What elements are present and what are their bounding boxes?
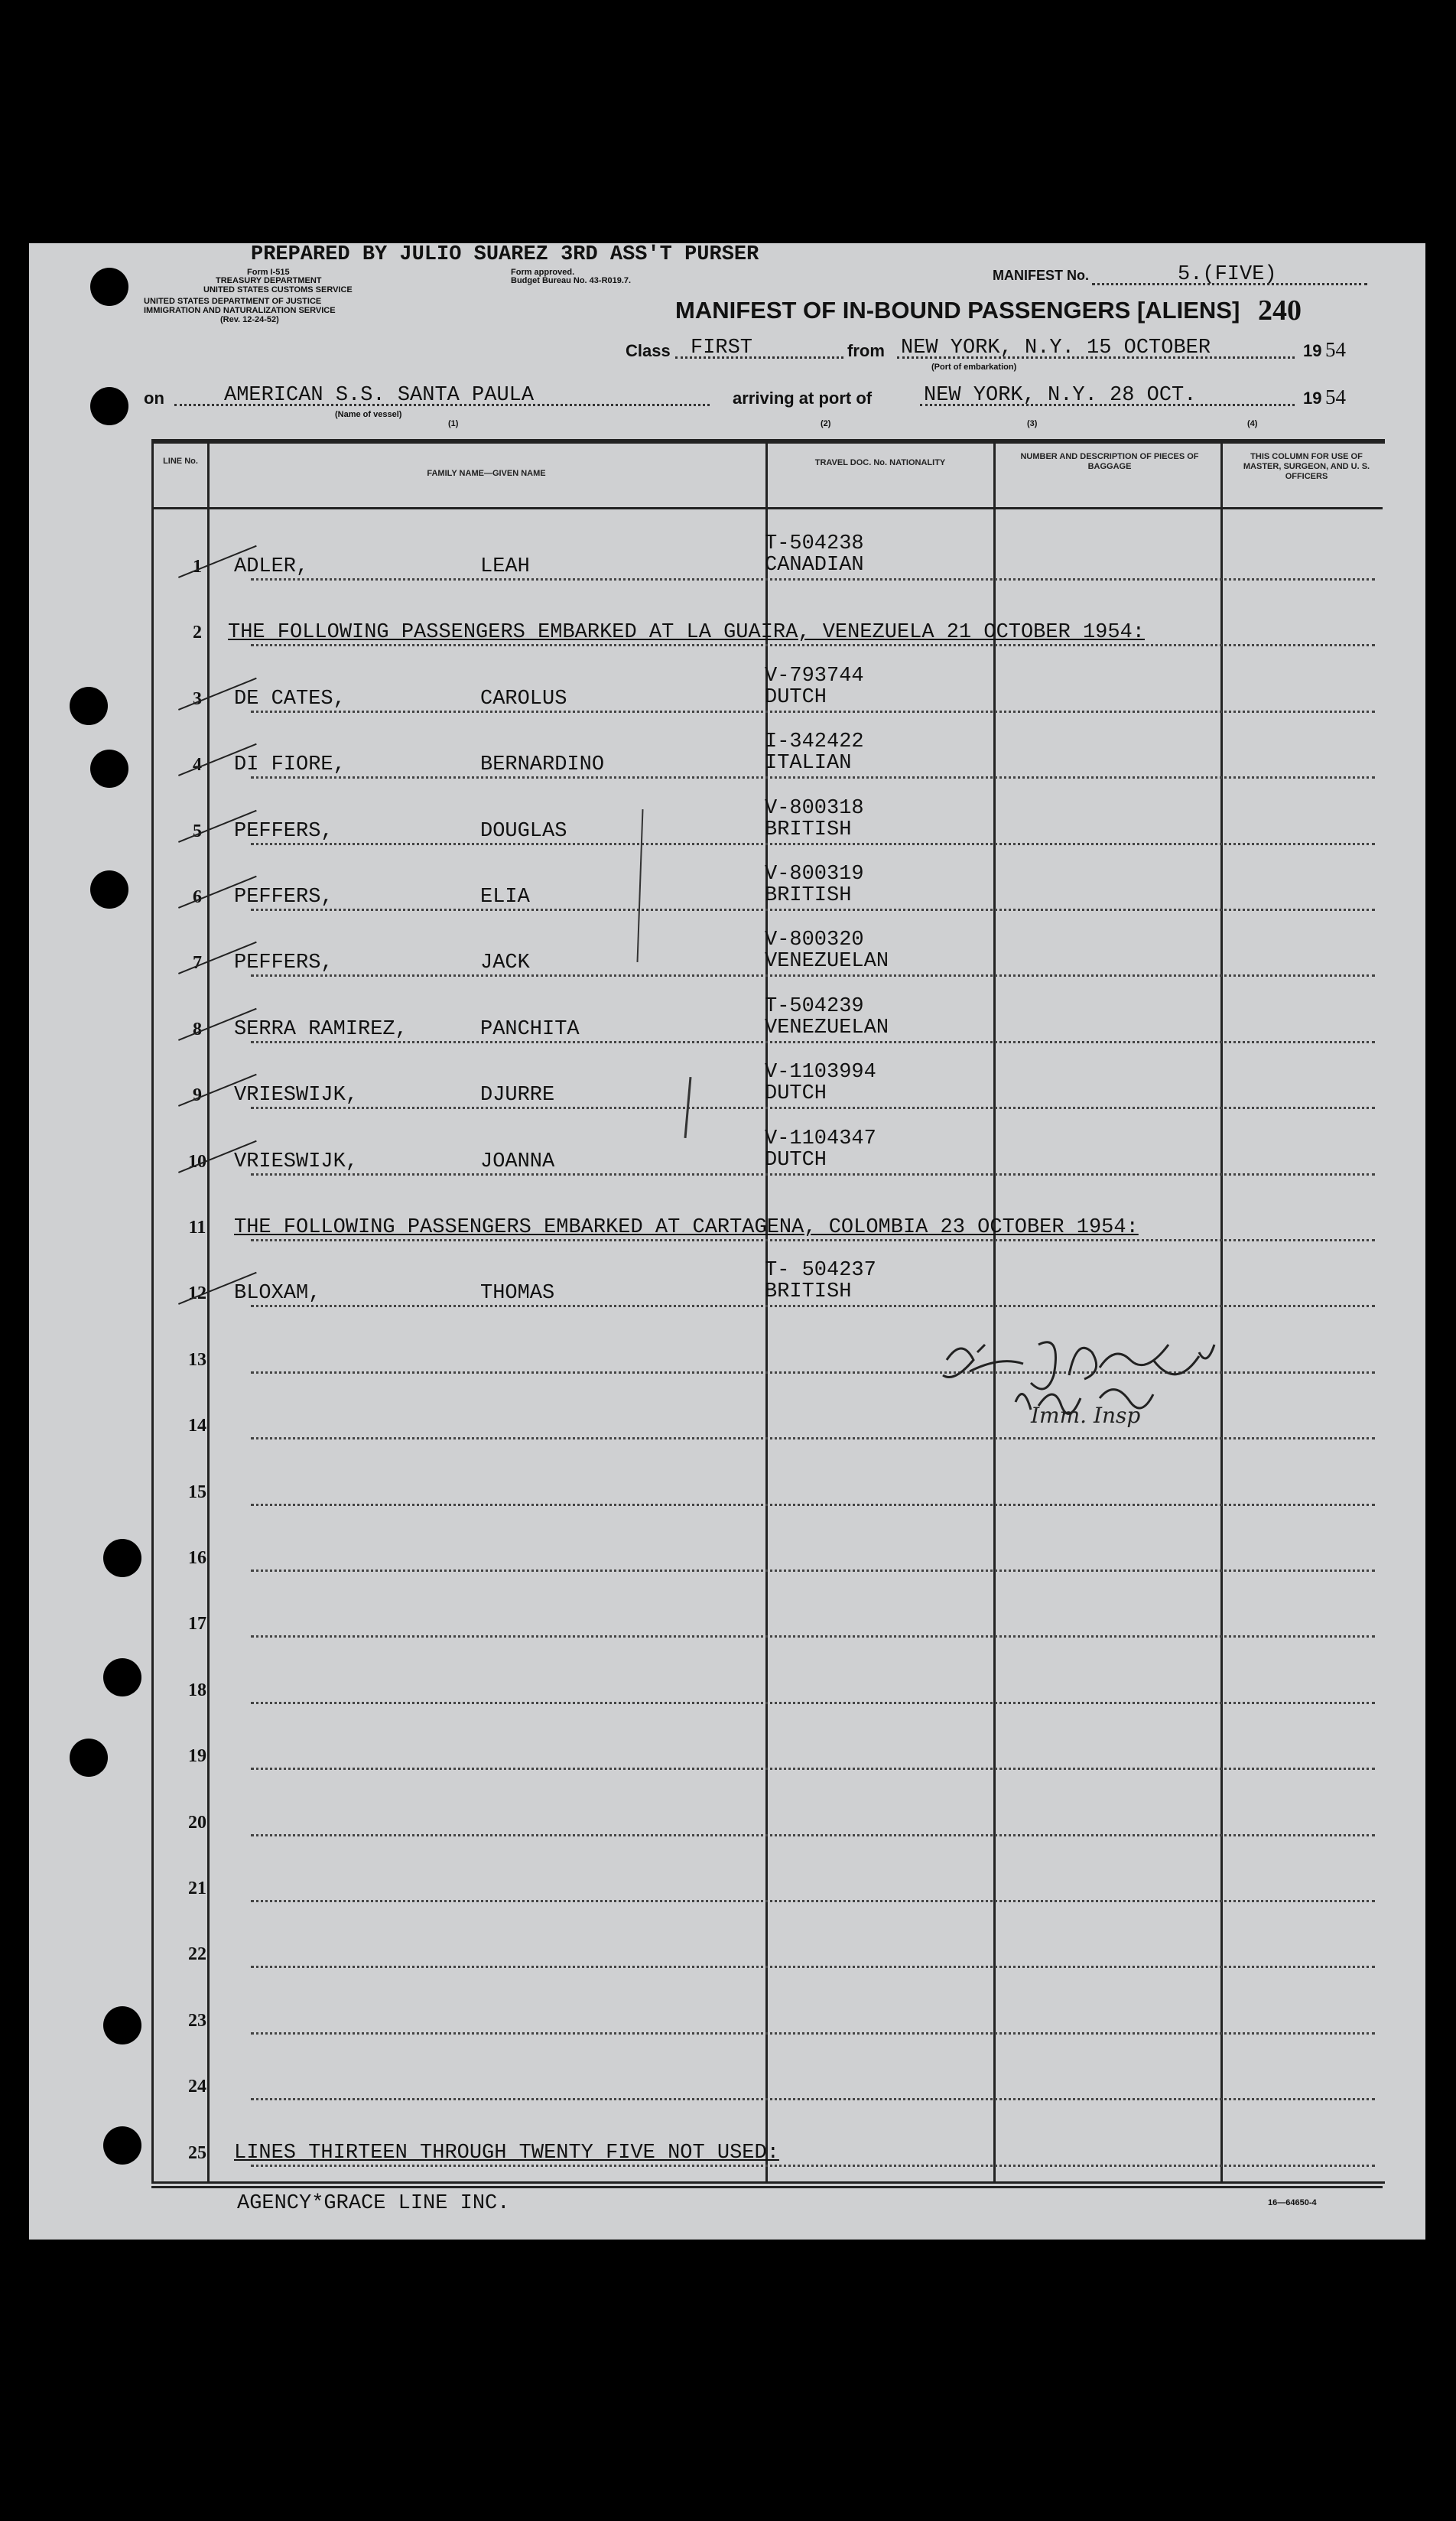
table-row (29, 989, 1425, 1055)
col-header-travel-doc: TRAVEL DOC. No. NATIONALITY (814, 458, 946, 467)
travel-doc-number: T-504238 (765, 532, 864, 555)
family-name: VRIESWIJK, (234, 1150, 359, 1173)
line-number: 7 (193, 953, 202, 973)
col-header-baggage: NUMBER AND DESCRIPTION OF PIECES OF BAGGAGE (1020, 452, 1199, 471)
col-num-4: (4) (1247, 419, 1258, 428)
justice-label: UNITED STATES DEPARTMENT OF JUSTICE (144, 297, 322, 306)
nationality: BRITISH (765, 884, 852, 907)
row-dotted-rule (251, 1305, 1375, 1307)
manifest-number: 5.(FIVE) (1178, 263, 1277, 286)
from-value: NEW YORK, N.Y. 15 OCTOBER (901, 337, 1211, 359)
from-label: from (847, 341, 885, 360)
row-dotted-rule (251, 1041, 1375, 1043)
line-number: 1 (193, 557, 202, 577)
line-number: 12 (188, 1283, 206, 1303)
row-dotted-rule (251, 1834, 1375, 1836)
row-dotted-rule (251, 1768, 1375, 1770)
col-num-3: (3) (1027, 419, 1038, 428)
table-row (29, 2113, 1425, 2178)
line-number: 21 (188, 1879, 206, 1898)
row-dotted-rule (251, 1504, 1375, 1506)
embarkation-notice: THE FOLLOWING PASSENGERS EMBARKED AT LA GUAIRA, VENEZUELA 21 OCTOBER 1954: (228, 621, 1145, 644)
line-number: 18 (188, 1680, 206, 1700)
line-number: 17 (188, 1614, 206, 1634)
table-row (29, 592, 1425, 658)
from-year-prefix: 19 (1303, 341, 1322, 360)
line-number: 13 (188, 1350, 206, 1370)
arriving-label: arriving at port of (733, 389, 873, 408)
class-value: FIRST (691, 337, 753, 359)
line-number: 25 (188, 2143, 206, 2163)
table-row (29, 1583, 1425, 1649)
row-dotted-rule (251, 974, 1375, 977)
row-dotted-rule (251, 711, 1375, 713)
nationality: BRITISH (765, 818, 852, 841)
signature-text: Imm. Insp (1031, 1403, 1141, 1428)
row-dotted-rule (251, 1966, 1375, 1968)
table-row (29, 857, 1425, 922)
line-number: 14 (188, 1416, 206, 1436)
family-name: PEFFERS, (234, 886, 333, 909)
col-num-1: (1) (448, 419, 459, 428)
line-number: 5 (193, 821, 202, 841)
line-number: 24 (188, 2077, 206, 2096)
customs-label: UNITED STATES CUSTOMS SERVICE (203, 285, 353, 294)
manifest-no-label: MANIFEST No. (993, 268, 1089, 283)
treasury-label: TREASURY DEPARTMENT (216, 276, 322, 285)
table-row (29, 1055, 1425, 1121)
manifest-page (29, 243, 1425, 2240)
on-label: on (144, 389, 164, 408)
row-dotted-rule (251, 578, 1375, 581)
line-number: 2 (193, 623, 202, 642)
line-number: 10 (188, 1152, 206, 1172)
row-dotted-rule (251, 1239, 1375, 1241)
table-row (29, 1782, 1425, 1848)
row-dotted-rule (251, 1635, 1375, 1638)
family-name: DE CATES, (234, 688, 346, 711)
table-row (29, 1253, 1425, 1319)
nationality: VENEZUELAN (765, 1017, 889, 1039)
row-dotted-rule (251, 909, 1375, 911)
inspector-signature (924, 1329, 1291, 1436)
travel-doc-number: I-342422 (765, 730, 864, 753)
row-dotted-rule (251, 1900, 1375, 1902)
travel-doc-number: V-793744 (765, 665, 864, 688)
arriving-year: 54 (1325, 385, 1346, 408)
port-embarkation-caption: (Port of embarkation) (931, 363, 1017, 372)
table-row (29, 1121, 1425, 1187)
row-dotted-rule (251, 1702, 1375, 1704)
line-number: 6 (193, 887, 202, 907)
table-row (29, 1848, 1425, 1914)
travel-doc-number: V-800319 (765, 863, 864, 886)
table-row (29, 1716, 1425, 1781)
given-name: BERNARDINO (480, 753, 605, 776)
family-name: DI FIORE, (234, 753, 346, 776)
row-dotted-rule (251, 2165, 1375, 2167)
page-number: 240 (1258, 294, 1302, 327)
line-number: 9 (193, 1085, 202, 1105)
table-row (29, 526, 1425, 592)
line-number: 19 (188, 1746, 206, 1766)
arriving-year-prefix: 19 (1303, 389, 1322, 408)
prepared-by-line: PREPARED BY JULIO SUAREZ 3RD ASS'T PURSER (251, 243, 759, 266)
table-row (29, 1187, 1425, 1253)
row-dotted-rule (251, 1173, 1375, 1176)
table-row (29, 2046, 1425, 2112)
nationality: DUTCH (765, 1149, 827, 1172)
given-name: DJURRE (480, 1084, 555, 1107)
budget-bureau-label: Budget Bureau No. 43-R019.7. (511, 276, 632, 285)
table-row (29, 791, 1425, 857)
class-label: Class (626, 341, 671, 360)
table-row (29, 1452, 1425, 1517)
given-name: CAROLUS (480, 688, 567, 711)
line-number: 4 (193, 755, 202, 775)
binder-hole (90, 268, 128, 306)
row-dotted-rule (251, 1570, 1375, 1572)
line-number: 22 (188, 1944, 206, 1964)
embarkation-notice: THE FOLLOWING PASSENGERS EMBARKED AT CARTAGENA, COLOMBIA 23 OCTOBER 1954: (234, 1216, 1139, 1239)
row-dotted-rule (251, 843, 1375, 845)
print-code: 16—64650-4 (1268, 2198, 1317, 2207)
nationality: ITALIAN (765, 752, 852, 775)
family-name: ADLER, (234, 555, 309, 578)
table-row (29, 1914, 1425, 1979)
family-name: PEFFERS, (234, 820, 333, 843)
binder-hole (90, 387, 128, 425)
nationality: VENEZUELAN (765, 950, 889, 973)
revision-label: (Rev. 12-24-52) (220, 315, 279, 324)
nationality: CANADIAN (765, 554, 864, 577)
ins-label: IMMIGRATION AND NATURALIZATION SERVICE (144, 306, 336, 315)
family-name: PEFFERS, (234, 951, 333, 974)
line-number: 15 (188, 1482, 206, 1502)
given-name: DOUGLAS (480, 820, 567, 843)
given-name: JACK (480, 951, 530, 974)
row-dotted-rule (251, 1437, 1375, 1439)
travel-doc-number: V-800320 (765, 929, 864, 951)
given-name: JOANNA (480, 1150, 555, 1173)
line-number: 11 (188, 1218, 206, 1238)
line-number: 20 (188, 1813, 206, 1833)
row-dotted-rule (251, 644, 1375, 646)
row-dotted-rule (251, 776, 1375, 779)
vessel-name: AMERICAN S.S. SANTA PAULA (224, 384, 535, 407)
given-name: LEAH (480, 555, 530, 578)
travel-doc-number: V-1103994 (765, 1061, 876, 1084)
table-row (29, 1650, 1425, 1716)
travel-doc-number: V-800318 (765, 797, 864, 820)
table-row (29, 1517, 1425, 1583)
table-row (29, 922, 1425, 988)
given-name: THOMAS (480, 1282, 555, 1305)
table-row (29, 1980, 1425, 2046)
embarkation-notice: LINES THIRTEEN THROUGH TWENTY FIVE NOT USED: (234, 2142, 779, 2165)
family-name: VRIESWIJK, (234, 1084, 359, 1107)
line-number: 23 (188, 2011, 206, 2031)
form-approved-label: Form approved. (511, 268, 575, 277)
manifest-title: MANIFEST OF IN-BOUND PASSENGERS [ALIENS] (675, 297, 1240, 324)
family-name: SERRA RAMIREZ, (234, 1018, 408, 1041)
given-name: PANCHITA (480, 1018, 580, 1041)
col-num-2: (2) (821, 419, 831, 428)
travel-doc-number: V-1104347 (765, 1127, 876, 1150)
family-name: BLOXAM, (234, 1282, 321, 1305)
table-row (29, 659, 1425, 724)
col-header-name: FAMILY NAME—GIVEN NAME (427, 469, 546, 478)
vessel-caption: (Name of vessel) (335, 410, 402, 419)
table-row (29, 724, 1425, 790)
line-number: 16 (188, 1548, 206, 1568)
line-number: 3 (193, 689, 202, 709)
given-name: ELIA (480, 886, 530, 909)
col-header-officers: THIS COLUMN FOR USE OF MASTER, SURGEON, AND U. S. OFFICERS (1243, 452, 1370, 481)
line-number: 8 (193, 1020, 202, 1039)
travel-doc-number: T- 504237 (765, 1259, 876, 1282)
form-number: Form I-515 (247, 268, 290, 277)
nationality: BRITISH (765, 1280, 852, 1303)
col-header-line-no: LINE No. (163, 457, 198, 466)
row-dotted-rule (251, 2098, 1375, 2100)
arriving-value: NEW YORK, N.Y. 28 OCT. (924, 384, 1197, 407)
nationality: DUTCH (765, 1082, 827, 1105)
agency-label: AGENCY*GRACE LINE INC. (237, 2192, 510, 2215)
row-dotted-rule (251, 1107, 1375, 1109)
from-year: 54 (1325, 338, 1346, 361)
nationality: DUTCH (765, 686, 827, 709)
row-dotted-rule (251, 2032, 1375, 2035)
travel-doc-number: T-504239 (765, 995, 864, 1018)
